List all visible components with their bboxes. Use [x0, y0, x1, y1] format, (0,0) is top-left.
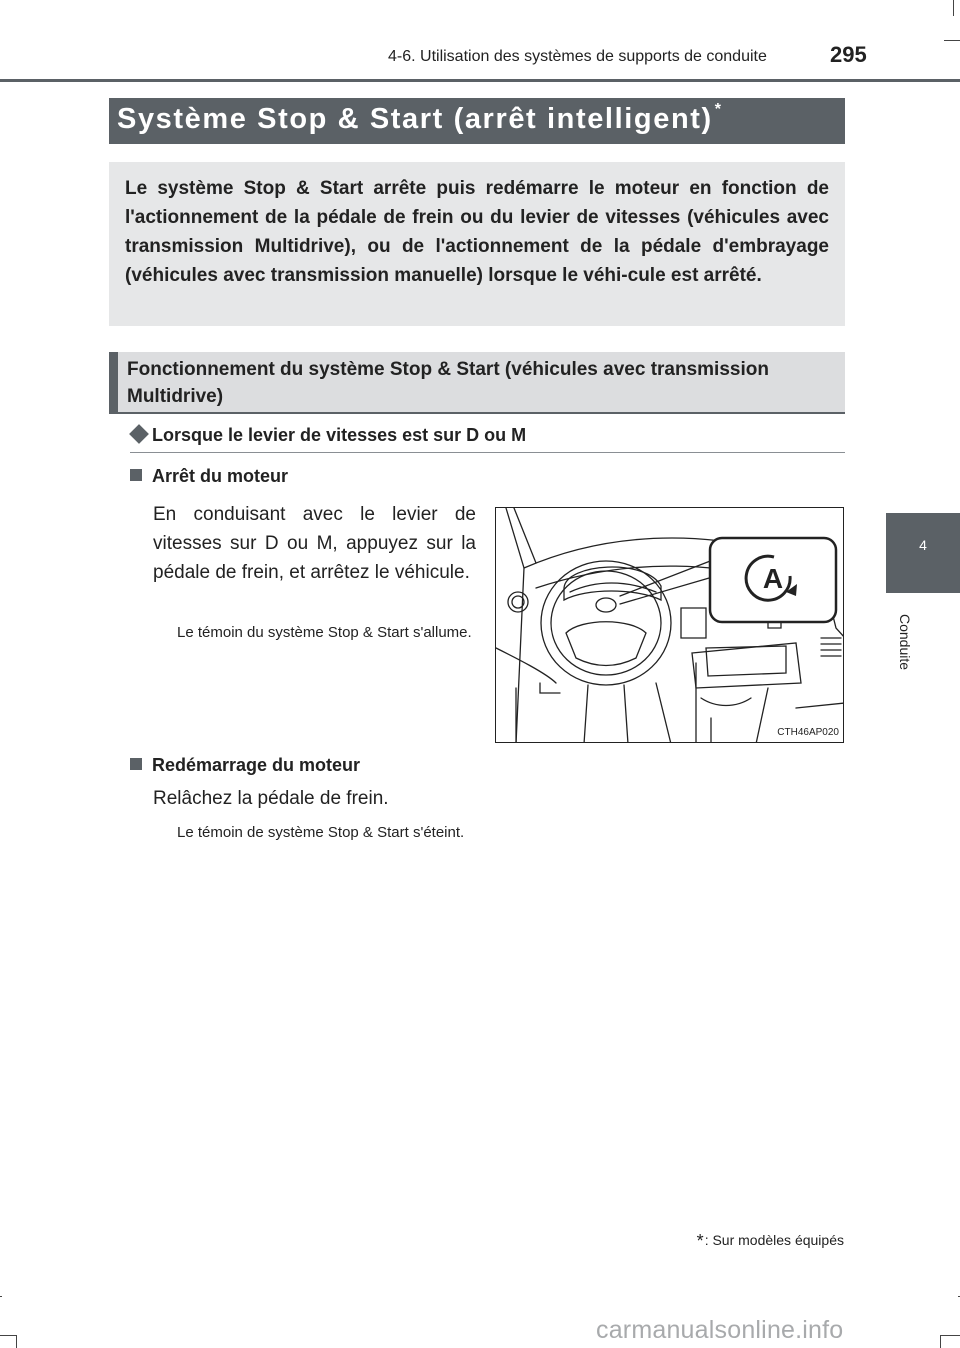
chapter-number: 4 — [919, 537, 927, 553]
stop-heading-text: Arrêt du moteur — [152, 466, 289, 486]
title-asterisk: * — [714, 101, 723, 118]
crop-mark — [953, 0, 954, 16]
square-bullet-icon — [130, 758, 142, 770]
footnote-text: : Sur modèles équipés — [704, 1232, 844, 1248]
dashboard-drawing — [496, 508, 844, 743]
chapter-tab — [886, 513, 960, 593]
indicator-letter: A — [762, 563, 784, 594]
crop-mark — [944, 40, 960, 41]
diamond-icon — [129, 424, 149, 444]
header-rule — [0, 79, 960, 82]
stop-heading — [130, 466, 288, 487]
chapter-label: Conduite — [897, 613, 913, 671]
restart-body: Relâchez la pédale de frein. — [153, 788, 389, 809]
restart-heading-text: Redémarrage du moteur — [152, 755, 361, 775]
footnote-asterisk: * — [696, 1231, 704, 1251]
illustration-code: CTH46AP020 — [777, 727, 839, 738]
restart-note: Le témoin de système Stop & Start s'éteint. — [177, 824, 465, 841]
intro-text: Le système Stop & Start arrête puis redémarre le moteur en fonction de l'actionnement de la pédale de frein ou du levier de vitesses (véhicules avec transmission Multidrive), ou de l'actionnement de la pédale d'embrayage (véhicules avec transmission manuelle) lorsque le véhi-cule est arrêté. — [125, 178, 829, 286]
restart-heading — [130, 755, 360, 776]
page-title-text: Système Stop & Start (arrêt intelligent) — [117, 103, 713, 135]
stop-body: En conduisant avec le levier de vitesses sur D ou M, appuyez sur la pédale de frein, et arrêtez le véhicule. — [153, 504, 476, 583]
crop-mark — [0, 1335, 16, 1336]
footnote — [697, 1231, 844, 1252]
chapter-label-box — [890, 602, 920, 682]
watermark: carmanualsonline.info — [596, 1316, 844, 1344]
intro-box — [109, 162, 845, 326]
crop-mark — [940, 1335, 941, 1348]
crop-mark — [16, 1335, 17, 1348]
square-bullet-icon — [130, 469, 142, 481]
section-heading-box — [109, 352, 845, 414]
running-header-section: 4-6. Utilisation des systèmes de supports de conduite — [388, 48, 767, 65]
section-heading: Fonctionnement du système Stop & Start (véhicules avec transmission Multidrive) — [127, 359, 769, 407]
title-banner — [109, 98, 845, 144]
crop-mark — [940, 1335, 960, 1336]
crop-mark — [0, 1296, 2, 1297]
subheading-text: Lorsque le levier de vitesses est sur D ou M — [152, 425, 527, 445]
page-title — [117, 103, 723, 136]
page-number: 295 — [830, 42, 867, 67]
subheading — [130, 424, 845, 453]
stop-note: Le témoin du système Stop & Start s'allume. — [177, 624, 472, 641]
dashboard-illustration — [495, 507, 844, 743]
section-heading-bar — [109, 352, 118, 412]
